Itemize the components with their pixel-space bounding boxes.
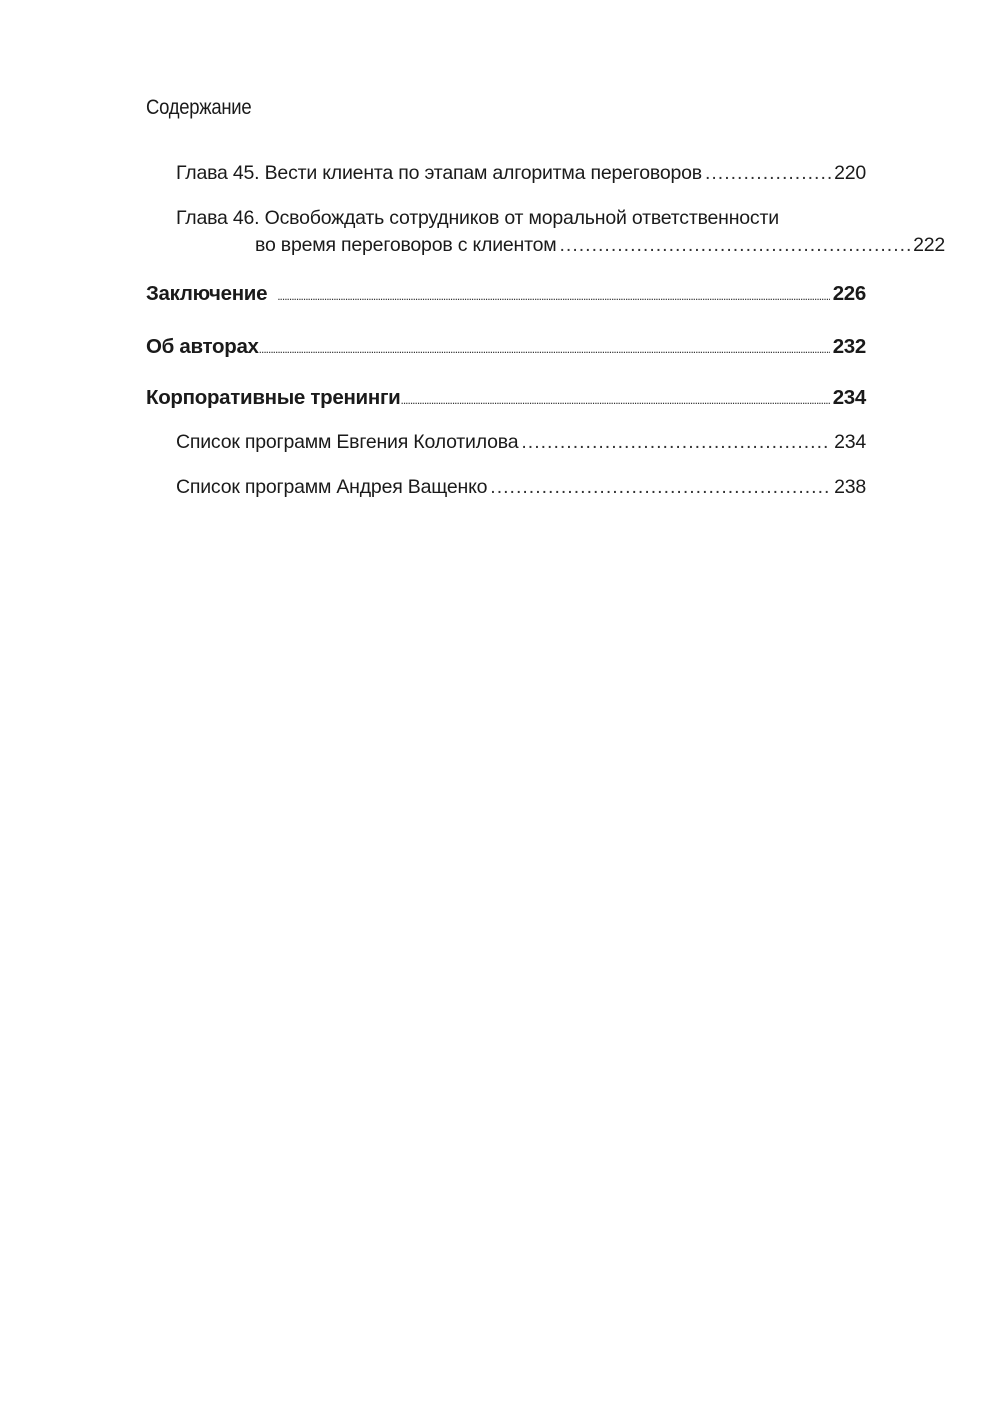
toc-entry-kolotilov-programs[interactable] — [146, 431, 866, 454]
toc-page-number: 238 — [834, 476, 866, 498]
toc-page-number: 234 — [834, 431, 866, 453]
toc-entry-chapter-45[interactable] — [146, 162, 866, 185]
toc-entry-title: Об авторах — [146, 335, 259, 358]
toc-page-number: 226 — [832, 282, 866, 305]
toc-leader-dots — [705, 162, 831, 185]
toc-leader-dots — [277, 289, 829, 303]
toc-page-number: 222 — [913, 234, 945, 256]
toc-entry-title: Заключение — [146, 282, 268, 305]
toc-entry-title-line2: во время переговоров с клиентом — [255, 234, 557, 256]
toc-entry-title: Список программ Евгения Колотилова — [176, 431, 519, 453]
toc-entry-title-line1: Глава 46. Освобождать сотрудников от моральной ответственности — [176, 207, 779, 229]
toc-page-number: 220 — [834, 162, 866, 184]
toc-leader-dots — [521, 431, 831, 454]
toc-entry-authors[interactable] — [146, 335, 866, 359]
toc-page-number: 232 — [832, 335, 866, 358]
toc-entry-title: Список программ Андрея Ващенко — [176, 476, 488, 498]
toc-leader-dots — [259, 342, 830, 356]
toc-entry-title: Глава 45. Вести клиента по этапам алгоритма переговоров — [176, 162, 702, 184]
toc-entry-title: Корпоративные тренинги — [146, 386, 401, 409]
toc-leader-dots — [401, 393, 830, 407]
toc-entry-chapter-46[interactable] — [146, 207, 945, 257]
toc-entry-vaschenko-programs[interactable] — [146, 476, 866, 499]
page-header: Содержание — [146, 96, 252, 119]
toc-leader-dots — [559, 234, 910, 257]
toc-leader-dots — [490, 476, 831, 499]
toc-entry-corporate-trainings[interactable] — [146, 386, 866, 410]
toc-entry-conclusion[interactable] — [146, 282, 866, 306]
toc-page-number: 234 — [832, 386, 866, 409]
